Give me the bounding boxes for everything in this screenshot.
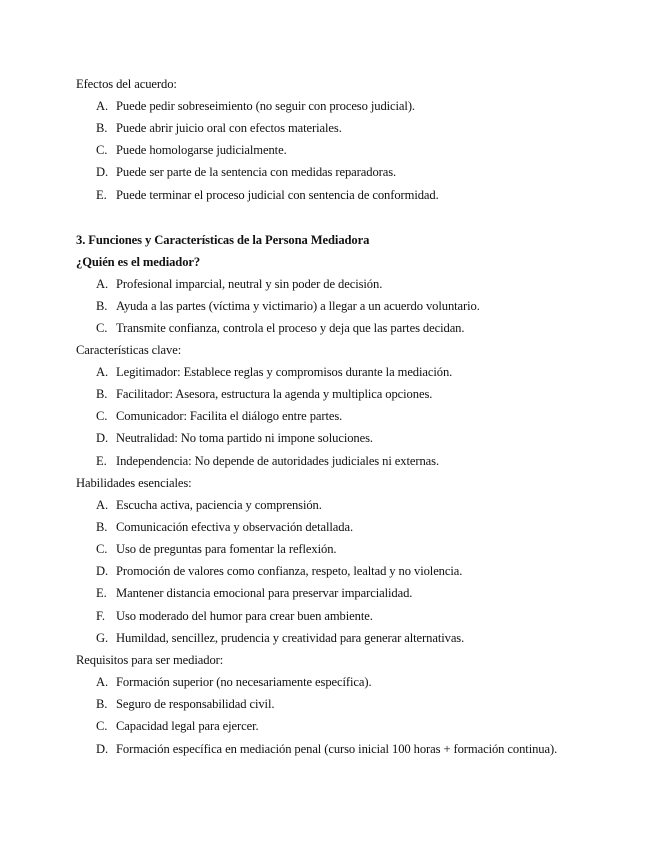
list-item (96, 164, 396, 180)
list-item (96, 497, 322, 513)
list-item (96, 142, 287, 158)
list-marker: D. (96, 431, 109, 445)
list-item (96, 741, 557, 757)
list-marker: D. (96, 742, 109, 756)
list-marker: C. (96, 143, 108, 157)
list-item-text: Humildad, sencillez, prudencia y creatividad para generar alternativas. (116, 631, 465, 645)
skills-title: Habilidades esenciales: (76, 476, 192, 490)
list-marker: E. (96, 454, 107, 468)
effects-title: Efectos del acuerdo: (76, 77, 177, 91)
list-item (96, 364, 452, 380)
list-marker: A. (96, 365, 109, 379)
list-item-text: Puede pedir sobreseimiento (no seguir con proceso judicial). (116, 99, 415, 113)
list-item-text: Uso de preguntas para fomentar la reflexión. (116, 542, 337, 556)
list-item-text: Neutralidad: No toma partido ni impone soluciones. (116, 431, 373, 445)
list-item-text: Seguro de responsabilidad civil. (116, 697, 275, 711)
list-item (96, 120, 342, 136)
list-marker: E. (96, 188, 107, 202)
list-marker: A. (96, 277, 109, 291)
list-item-text: Comunicación efectiva y observación detallada. (116, 520, 354, 534)
list-item-text: Capacidad legal para ejercer. (116, 719, 259, 733)
list-item-text: Comunicador: Facilita el diálogo entre partes. (116, 409, 343, 423)
list-item (96, 563, 462, 579)
list-marker: G. (96, 631, 109, 645)
list-item (96, 276, 382, 292)
list-item-text: Transmite confianza, controla el proceso y deja que las partes decidan. (116, 321, 465, 335)
list-item-text: Puede terminar el proceso judicial con sentencia de conformidad. (116, 188, 439, 202)
list-item (96, 718, 259, 734)
list-item-text: Puede abrir juicio oral con efectos materiales. (116, 121, 342, 135)
list-marker: A. (96, 675, 109, 689)
list-marker: B. (96, 520, 108, 534)
list-item (96, 674, 372, 690)
list-marker: F. (96, 609, 105, 623)
list-item (96, 696, 274, 712)
list-item (96, 298, 480, 314)
list-item-text: Profesional imparcial, neutral y sin poder de decisión. (116, 277, 383, 291)
list-marker: B. (96, 121, 108, 135)
list-item (96, 585, 412, 601)
list-marker: D. (96, 165, 109, 179)
list-item (96, 408, 342, 424)
list-item-text: Puede homologarse judicialmente. (116, 143, 287, 157)
list-marker: D. (96, 564, 109, 578)
list-marker: A. (96, 498, 109, 512)
list-item (96, 187, 439, 203)
list-item-text: Promoción de valores como confianza, respeto, lealtad y no violencia. (116, 564, 463, 578)
list-item (96, 386, 432, 402)
list-marker: B. (96, 697, 108, 711)
list-marker: C. (96, 719, 108, 733)
section-subheading: ¿Quién es el mediador? (76, 255, 201, 269)
list-marker: B. (96, 387, 108, 401)
list-item-text: Formación superior (no necesariamente específica). (116, 675, 372, 689)
section-heading: 3. Funciones y Características de la Persona Mediadora (76, 233, 370, 247)
list-item (96, 541, 336, 557)
requirements-title: Requisitos para ser mediador: (76, 653, 224, 667)
list-marker: C. (96, 409, 108, 423)
list-item (96, 519, 353, 535)
list-item-text: Formación específica en mediación penal (curso inicial 100 horas + formación continua). (116, 742, 558, 756)
characteristics-title: Características clave: (76, 343, 182, 357)
list-item-text: Legitimador: Establece reglas y compromisos durante la mediación. (116, 365, 453, 379)
list-marker: A. (96, 99, 109, 113)
list-item-text: Escucha activa, paciencia y comprensión. (116, 498, 322, 512)
list-item (96, 630, 464, 646)
list-item-text: Ayuda a las partes (víctima y victimario) a llegar a un acuerdo voluntario. (116, 299, 480, 313)
list-marker: C. (96, 321, 108, 335)
list-item (96, 608, 373, 624)
list-item (96, 453, 439, 469)
list-item-text: Independencia: No depende de autoridades judiciales ni externas. (116, 454, 440, 468)
list-item (96, 320, 464, 336)
list-item-text: Facilitador: Asesora, estructura la agenda y multiplica opciones. (116, 387, 433, 401)
list-marker: E. (96, 586, 107, 600)
list-item-text: Mantener distancia emocional para preservar imparcialidad. (116, 586, 413, 600)
list-marker: B. (96, 299, 108, 313)
list-item-text: Uso moderado del humor para crear buen ambiente. (116, 609, 373, 623)
list-item-text: Puede ser parte de la sentencia con medidas reparadoras. (116, 165, 397, 179)
list-marker: C. (96, 542, 108, 556)
list-item (96, 98, 415, 114)
list-item (96, 430, 373, 446)
